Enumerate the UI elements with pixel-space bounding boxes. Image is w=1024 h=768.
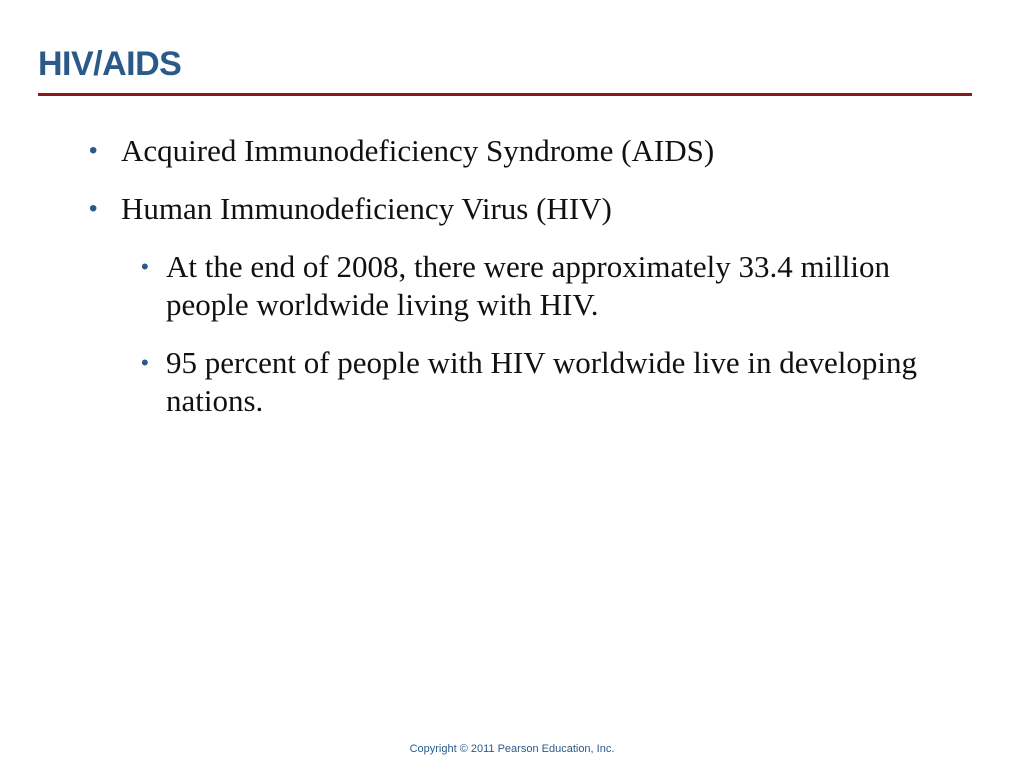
bullet-dot-icon: • (141, 254, 149, 279)
title-divider (38, 93, 972, 96)
sub-bullet-text: 95 percent of people with HIV worldwide live in developing nations. (166, 345, 917, 418)
slide-title: HIV/AIDS (38, 45, 182, 83)
bullet-dot-icon: • (89, 195, 98, 222)
sub-bullet-item (0, 248, 1024, 328)
bullet-text: Acquired Immunodeficiency Syndrome (AIDS) (121, 133, 715, 168)
sub-bullet-text: At the end of 2008, there were approximately 33.4 million people worldwide living with HIV. (166, 249, 891, 322)
bullet-text: Human Immunodeficiency Virus (HIV) (121, 191, 612, 226)
bullet-item (0, 132, 1024, 172)
bullet-item (0, 190, 1024, 230)
bullet-dot-icon: • (89, 137, 98, 164)
sub-bullet-item (0, 344, 1024, 424)
bullet-dot-icon: • (141, 350, 149, 375)
copyright-footer: Copyright © 2011 Pearson Education, Inc. (409, 743, 615, 755)
